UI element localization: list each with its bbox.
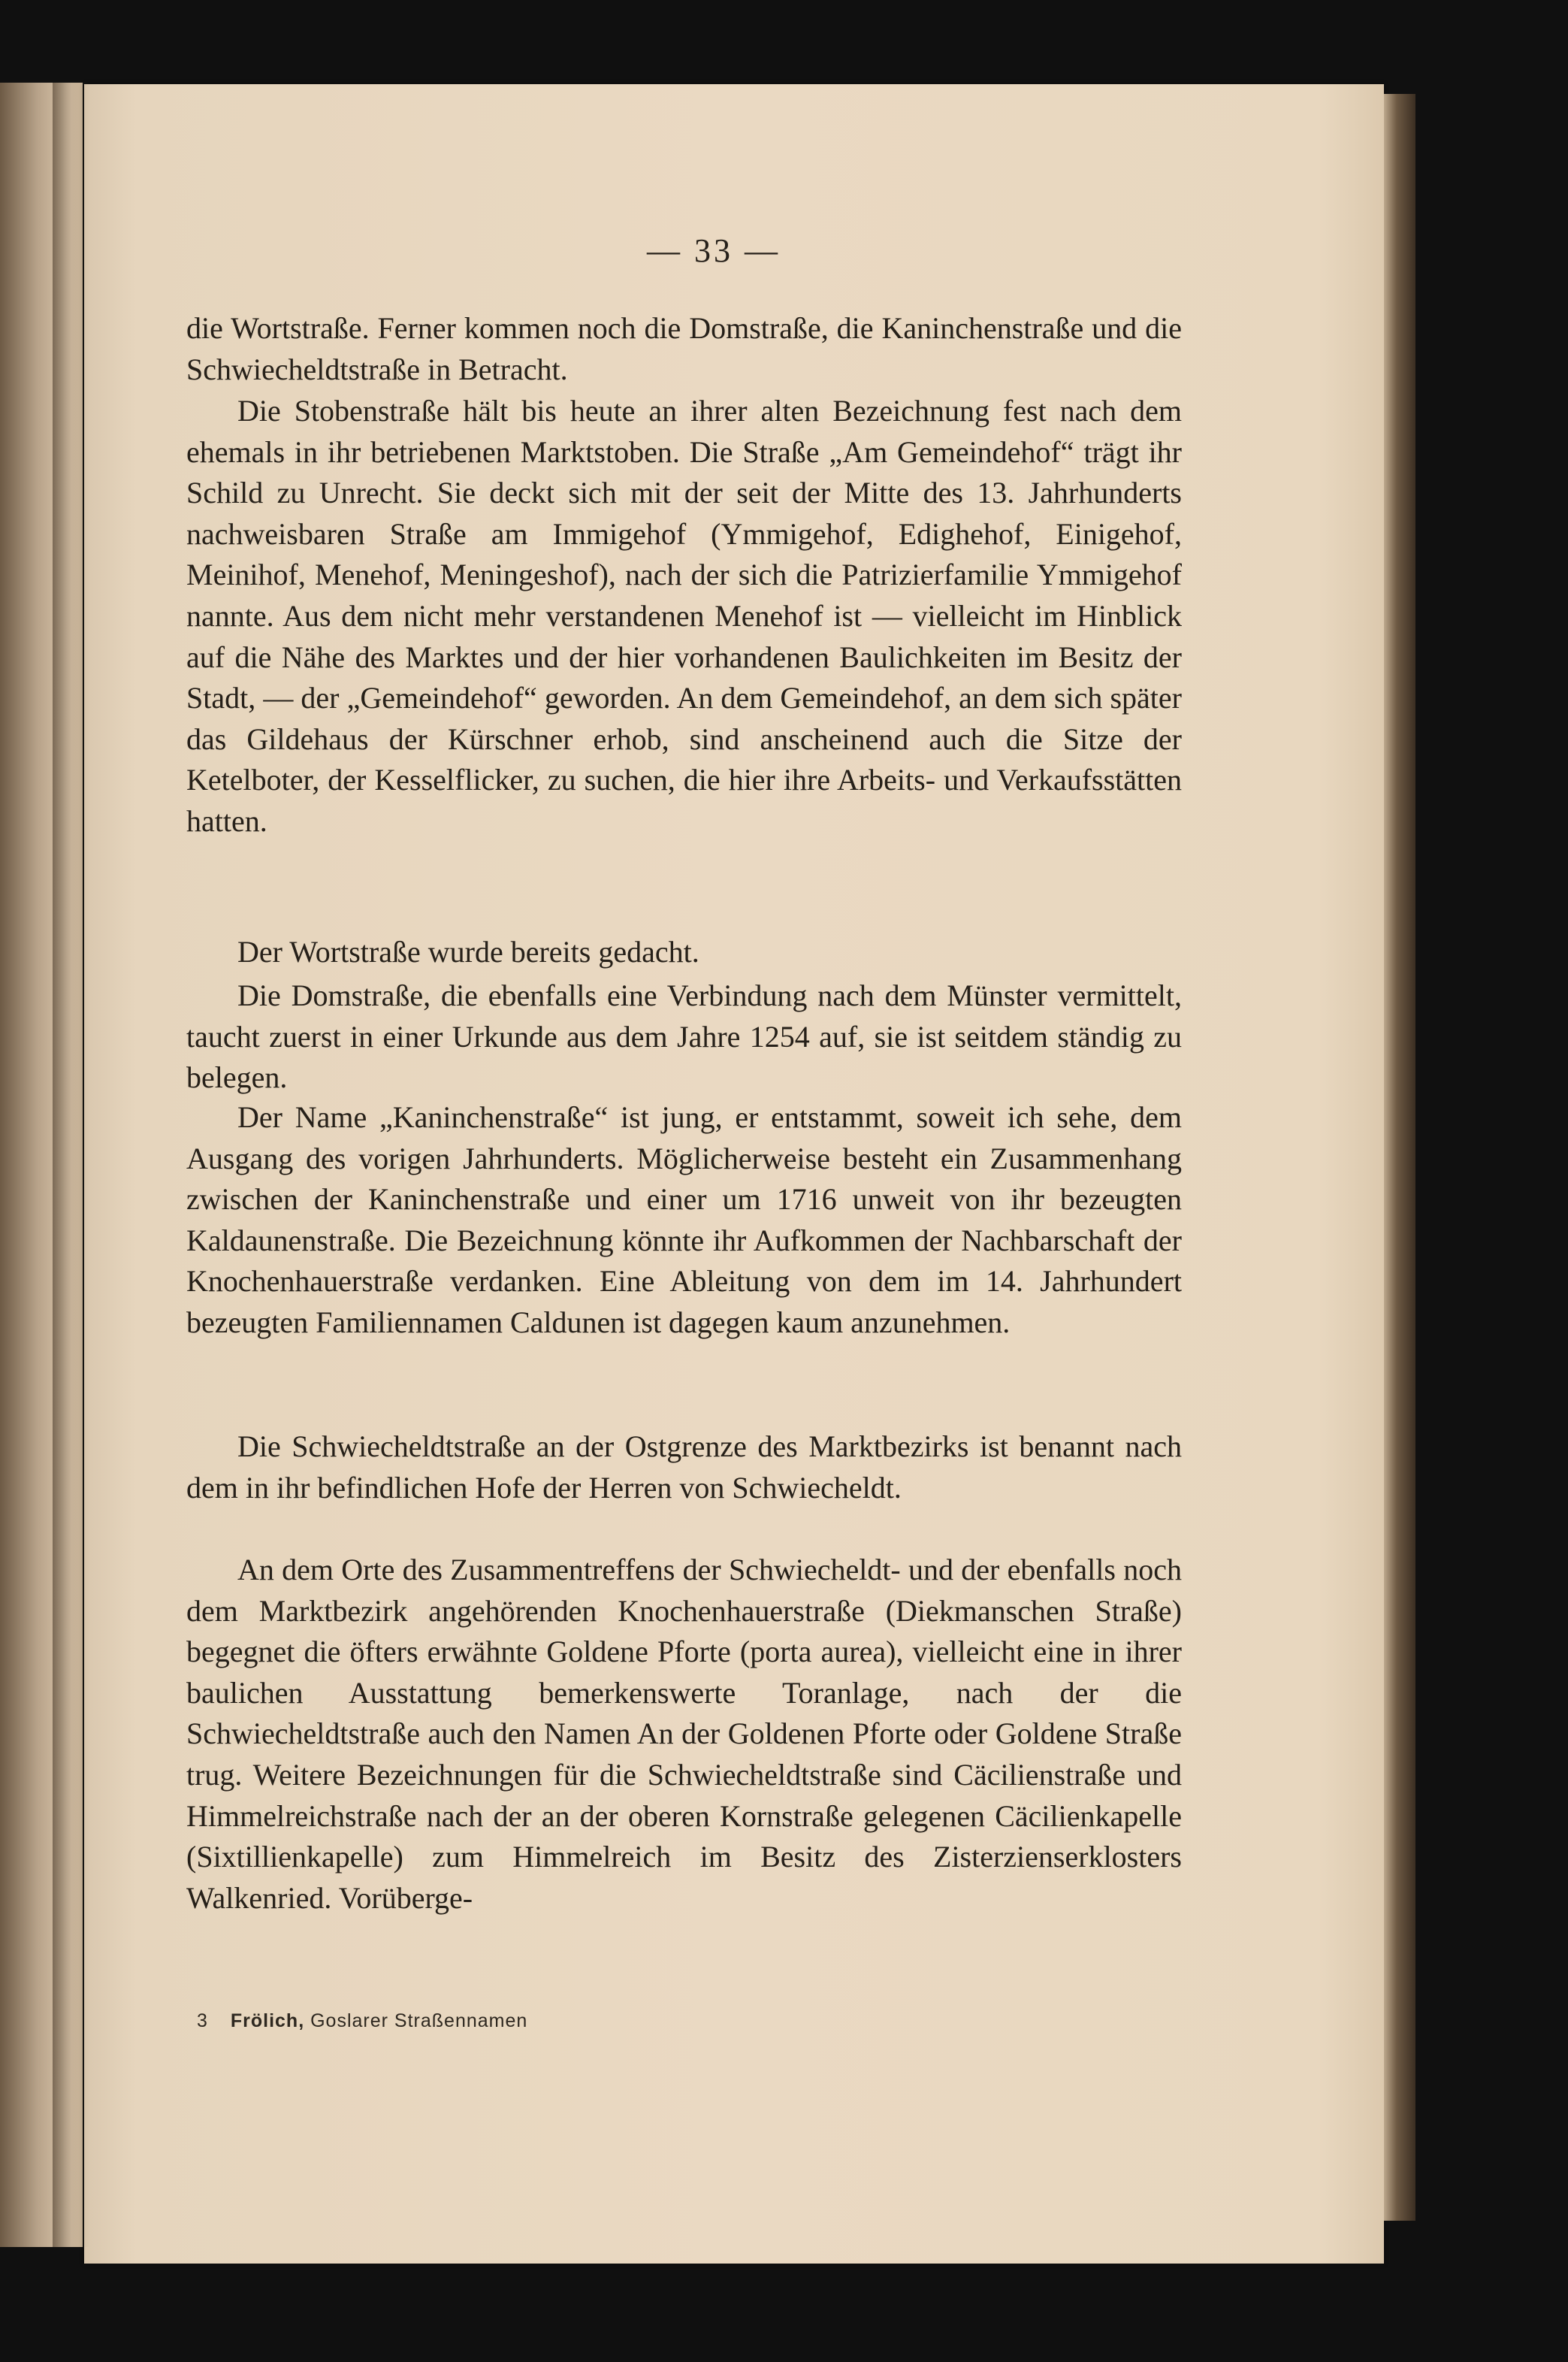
paragraph-4: Die Domstraße, die ebenfalls eine Verbindung nach dem Münster vermittelt, taucht zuerst in einer Urkunde aus dem Jahre 1254 auf, sie ist seitdem ständig zu belegen. xyxy=(186,978,1182,1095)
footer-title: Goslarer Straßennamen xyxy=(310,2010,528,2031)
paragraph-3: Der Wortstraße wurde bereits gedacht. xyxy=(237,935,699,969)
paragraph-5: Der Name „Kaninchenstraße“ ist jung, er entstammt, soweit ich sehe, dem Ausgang des vorigen Jahrhunderts. Möglicherweise besteht ein Zusammenhang zwischen der Kaninchenstraße und einer um 1716 unweit von ihr bezeugten Kaldaunenstraße. Die Bezeichnung könnte ihr Aufkommen der Nachbarschaft der Knochenhauerstraße verdanken. Eine Ableitung von dem im 14. Jahrhundert bezeugten Familiennamen Caldunen ist dagegen kaum anzunehmen. xyxy=(186,1100,1182,1339)
footer-author: Frölich, xyxy=(230,2010,305,2031)
signature-mark: 3 xyxy=(197,2010,208,2031)
right-page-edge xyxy=(1384,94,1415,2221)
page-gutter xyxy=(53,83,90,2247)
paragraph-7: An dem Orte des Zusammentreffens der Schwiecheldt- und der ebenfalls noch dem Marktbezirk angehörenden Knochenhauerstraße (Diekmanschen Straße) begegnet die öfters erwähnte Goldene Pforte (porta aurea), vielleicht eine in ihrer baulichen Ausstattung bemerkenswerte Toranlage, nach der die Schwiecheldtstraße auch den Namen An der Goldenen Pforte oder Goldene Straße trug. Weitere Bezeichnungen für die Schwiecheldtstraße sind Cäcilienstraße und Himmelreichstraße nach der an der oberen Kornstraße gelegenen Cäcilienkapelle (Sixtillienkapelle) zum Himmelreich im Besitz des Zisterzienserklosters Walkenried. Vorüberge- xyxy=(186,1553,1182,1915)
footer-signature-line xyxy=(197,2010,527,2032)
paragraph-2: Die Stobenstraße hält bis heute an ihrer alten Bezeichnung fest nach dem ehemals in ihr betriebenen Marktstoben. Die Straße „Am Gemeindehof“ trägt ihr Schild zu Unrecht. Sie deckt sich mit der seit der Mitte des 13. Jahrhunderts nachweisbaren Straße am Immigehof (Ymmigehof, Edighehof, Einigehof, Meinihof, Menehof, Meningeshof), nach der sich die Patrizierfamilie Ymmigehof nannte. Aus dem nicht mehr verstandenen Menehof ist — vielleicht im Hinblick auf die Nähe des Marktes und der hier vorhandenen Baulichkeiten im Besitz der Stadt, — der „Gemeindehof“ geworden. An dem Gemeindehof, an dem sich später das Gildehaus der Kürschner erhob, sind anscheinend auch die Sitze der Ketelboter, der Kesselflicker, zu suchen, die hier ihre Arbeits- und Verkaufsstätten hatten. xyxy=(186,394,1182,838)
paragraph-6: Die Schwiecheldtstraße an der Ostgrenze des Marktbezirks ist benannt nach dem in ihr befindlichen Hofe der Herren von Schwiecheldt. xyxy=(186,1429,1182,1505)
page-number: — 33 — xyxy=(647,232,781,269)
paragraph-1: die Wortstraße. Ferner kommen noch die Domstraße, die Kaninchenstraße und die Schwiecheldtstraße in Betracht. xyxy=(186,311,1182,386)
